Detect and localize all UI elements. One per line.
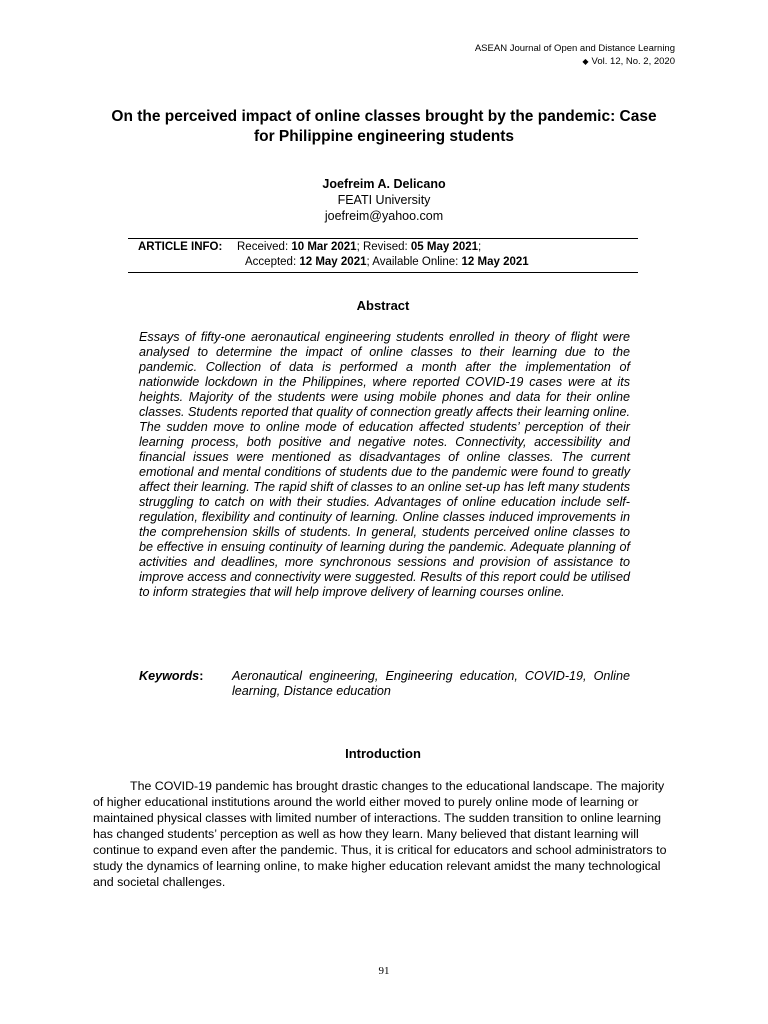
- received-label: Received:: [237, 241, 292, 253]
- available-label: ; Available Online:: [366, 256, 462, 268]
- keywords-label-text: Keywords: [139, 669, 200, 683]
- received-date: 10 Mar 2021: [291, 241, 357, 253]
- page-number: 91: [378, 965, 390, 977]
- journal-volume: Vol. 12, No. 2, 2020: [591, 56, 675, 67]
- article-info-label: ARTICLE INFO:: [138, 241, 223, 253]
- journal-header: [475, 42, 675, 68]
- abstract-heading: Abstract: [356, 298, 410, 313]
- introduction-heading: Introduction: [345, 746, 421, 761]
- diamond-icon: ◆: [582, 57, 589, 66]
- keywords: [139, 669, 630, 699]
- introduction-text: The COVID-19 pandemic has brought drastic changes to the educational landscape. The majority of higher educational institutions around the world either moved to purely online mode of learning or maintained physical classes with limited number of interactions. The sudden transition to online learning has changed students’ perception as well as how they learn. Many believed that distant learning will continue to expand even after the pandemic. Thus, it is critical for educators and school administrators to study the dynamics of learning online, to make higher education relevant amidst the many technological and societal challenges.: [93, 779, 667, 889]
- article-info-line-1: [128, 240, 638, 255]
- journal-name: ASEAN Journal of Open and Distance Learning: [474, 43, 675, 54]
- available-date: 12 May 2021: [461, 256, 529, 268]
- keywords-values: Aeronautical engineering, Engineering education, COVID-19, Online learning, Distance education: [232, 669, 630, 698]
- abstract-text: Essays of fifty-one aeronautical engineering students enrolled in theory of flight were analysed to determine the impact of online classes to their learning due to the pandemic. Collection of data is performed a month after the implementation of nationwide lockdown in the Philippines, where reported COVID-19 cases were at its heights. Majority of the students were using mobile phones and data for their online classes. Students reported that quality of connection greatly affects their learning online. The sudden move to online mode of education affected students’ perception of their learning process, both positive and negative notes. Connectivity, accessibility and financial issues were mentioned as disadvantages of online classes. The current emotional and mental conditions of students due to the pandemic were found to greatly affect their learning. The rapid shift of classes to an online set-up has left many students struggling to catch on with their studies. Advantages of online education include self-regulation, flexibility and continuity of learning. Online classes induced improvements in the comprehension skills of students. In general, students perceived online classes to be effective in ensuing continuity of learning during the pandemic. Adequate planning of activities and deadlines, more synchronous sessions and provision of assistance to improve access and connectivity were suggested. Results of this report could be utilised to inform strategies that will help improve delivery of learning courses online.: [139, 330, 630, 599]
- accepted-label: Accepted:: [245, 256, 300, 268]
- keywords-colon: :: [199, 669, 204, 683]
- paper-title: On the perceived impact of online classes brought by the pandemic: Case for Philippine engineering students: [111, 108, 657, 145]
- accepted-date: 12 May 2021: [299, 256, 367, 268]
- author-email: joefreim@yahoo.com: [324, 209, 444, 223]
- revised-label: ; Revised:: [356, 241, 411, 253]
- author-affiliation: FEATI University: [337, 193, 431, 207]
- article-info-line-2: [128, 255, 638, 270]
- introduction-paragraph: [93, 778, 676, 890]
- revised-date: 05 May 2021: [410, 241, 479, 253]
- revised-end: ;: [478, 241, 482, 253]
- journal-volume-line: [475, 55, 675, 68]
- author-name: Joefreim A. Delicano: [322, 177, 446, 191]
- author-block: [184, 176, 584, 224]
- article-info: [128, 238, 638, 273]
- keywords-label: [139, 669, 232, 699]
